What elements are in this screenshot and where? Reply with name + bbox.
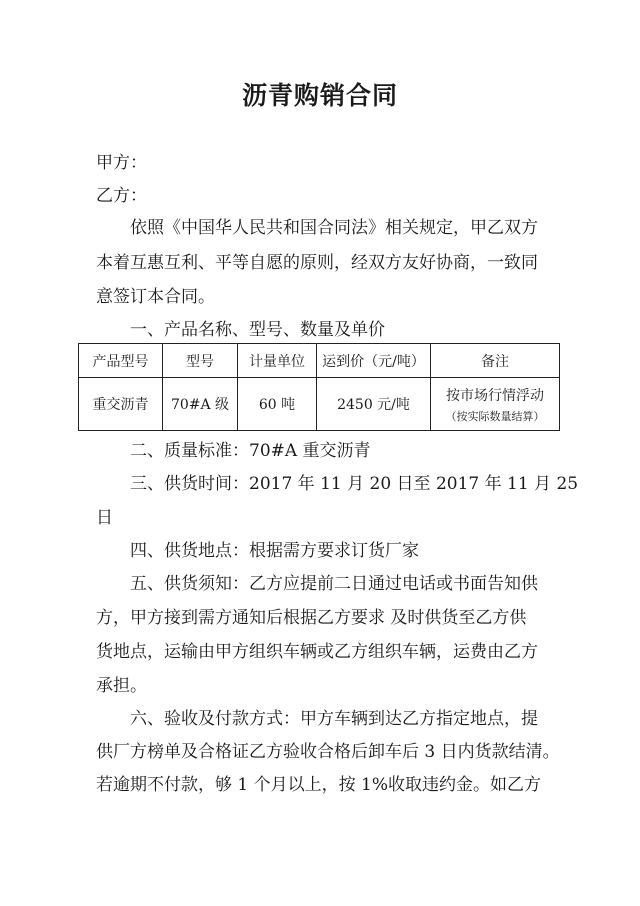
section-3-line-2: 日 (96, 508, 113, 528)
cell-price: 2450 元/吨 (317, 378, 431, 431)
header-model: 型号 (163, 344, 238, 378)
remark-note-text: （按实际数量结算） (445, 409, 545, 423)
header-product-type: 产品型号 (79, 344, 163, 378)
cell-model: 70#A 级 (163, 378, 238, 431)
section-5-line-1: 五、供货须知：乙方应提前二日通过电话或书面告知供 (130, 574, 538, 594)
section-3-line-1: 三、供货时间：2017 年 11 月 20 日至 2017 年 11 月 25 (130, 474, 579, 494)
section-5-line-4: 承担。 (96, 676, 147, 696)
section-1-heading: 一、产品名称、型号、数量及单价 (130, 320, 385, 340)
section-5-line-2: 方，甲方接到需方通知后根据乙方要求 及时供货至乙方供 (96, 608, 527, 628)
cell-remark (431, 378, 560, 431)
section-5-line-3: 货地点，运输由甲方组织车辆或乙方组织车辆，运费由乙方 (96, 642, 538, 662)
intro-line-2: 本着互惠互利、平等自愿的原则，经双方友好协商，一致同 (96, 253, 538, 273)
page-title: 沥青购销合同 (241, 81, 398, 110)
party-b-label: 乙方： (96, 186, 147, 206)
remark-main-text: 按市场行情浮动 (446, 387, 544, 404)
section-6-line-3: 若逾期不付款，够 1 个月以上，按 1%收取违约金。如乙方 (96, 775, 541, 795)
section-4: 四、供货地点：根据需方要求订货厂家 (130, 541, 419, 561)
section-6-line-1: 六、验收及付款方式：甲方车辆到达乙方指定地点，提 (130, 709, 538, 729)
section-2: 二、质量标准：70#A 重交沥青 (130, 441, 371, 461)
cell-unit: 60 吨 (238, 378, 317, 431)
header-price: 运到价（元/吨） (317, 344, 431, 378)
intro-line-1: 依照《中国华人民共和国合同法》相关规定，甲乙双方 (130, 218, 538, 238)
section-6-line-2: 供厂方榜单及合格证乙方验收合格后卸车后 3 日内货款结清。 (96, 742, 560, 762)
intro-line-3: 意签订本合同。 (96, 287, 215, 307)
cell-product: 重交沥青 (79, 378, 163, 431)
product-table (78, 343, 560, 431)
header-remark: 备注 (431, 344, 560, 378)
header-unit: 计量单位 (238, 344, 317, 378)
table-header-row (79, 344, 560, 378)
party-a-label: 甲方： (96, 153, 147, 173)
table-row (79, 378, 560, 431)
